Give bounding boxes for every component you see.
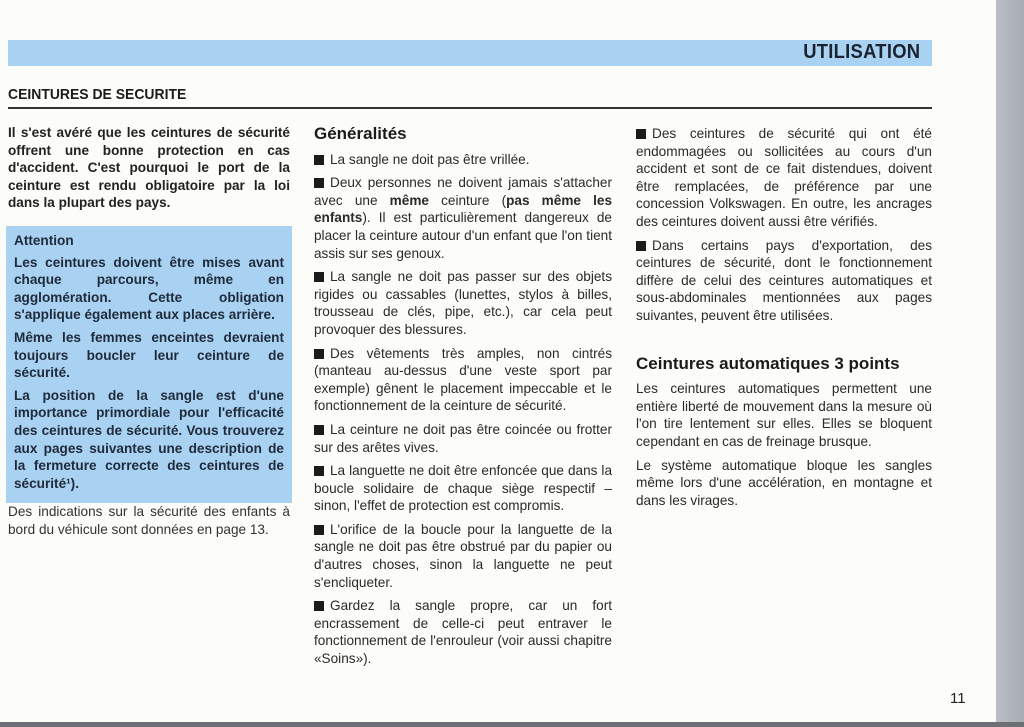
square-bullet-icon	[314, 525, 324, 535]
bullet-item	[314, 345, 612, 415]
heading-automatic-belts: Ceintures automatiques 3 points	[636, 353, 900, 373]
bullet-item	[636, 237, 932, 325]
bullet-text: La sangle ne doit pas passer sur des objets rigides ou cassables (lunettes, stylos à billes, trousseau de clés, pipe, etc.), car cela peut provoquer des blessures.	[314, 269, 612, 337]
page-edge-right	[996, 0, 1024, 727]
attention-box	[6, 226, 292, 503]
bold-text: pas même les enfants	[314, 192, 613, 226]
bullet-item	[314, 151, 612, 169]
bullet-text: Deux personnes ne doivent jamais s'attacher avec une	[314, 175, 612, 208]
bullet-text: ceinture (	[428, 192, 507, 208]
bullet-item	[314, 174, 612, 262]
square-bullet-icon	[314, 272, 324, 282]
children-safety-note: Des indications sur la sécurité des enfants à bord du véhicule sont données en page 13.	[8, 504, 290, 537]
section-rule	[8, 107, 932, 109]
bullet-text: ). Il est particulièrement dangereux de placer la ceinture autour d'un enfant que l'on tient assis sur ses genoux.	[314, 210, 612, 261]
page-number: 11	[950, 690, 966, 707]
column-left	[8, 124, 290, 544]
bullet-item	[314, 421, 612, 456]
paragraph: Les ceintures automatiques permettent une entière liberté de mouvement dans la mesure où l'on tire lentement sur elles. Elles se bloquent cependant en cas de freinage brusque.	[636, 381, 932, 449]
column-middle	[314, 125, 612, 674]
intro-paragraph: Il s'est avéré que les ceintures de sécurité offrent une bonne protection en cas d'accident. C'est pourquoi le port de la ceinture est rendu obligatoire par la loi dans la plupart des pays.	[8, 125, 290, 211]
paragraph: Le système automatique bloque les sangles même lors d'une accélération, en montagne et dans les virages.	[636, 457, 932, 508]
square-bullet-icon	[636, 129, 646, 139]
attention-title: Attention	[14, 232, 74, 248]
section-title: CEINTURES DE SECURITE	[8, 86, 187, 103]
square-bullet-icon	[314, 601, 324, 611]
bullet-item	[314, 462, 612, 515]
square-bullet-icon	[314, 349, 324, 359]
page-edge-bottom	[0, 722, 1024, 727]
square-bullet-icon	[314, 155, 324, 165]
square-bullet-icon	[314, 178, 324, 188]
attention-paragraph: Les ceintures doivent être mises avant chaque parcours, même en agglomération. Cette obligation s'applique également aux places arrière.	[14, 254, 284, 323]
chapter-title: UTILISATION	[802, 41, 920, 63]
square-bullet-icon	[314, 425, 324, 435]
bullet-item	[314, 521, 612, 591]
column-right	[636, 125, 932, 515]
bullet-text: La languette ne doit être enfoncée que dans la boucle solidaire de chaque siège respectif – sinon, l'effet de protection est compromis.	[314, 463, 612, 514]
bullet-text: La sangle ne doit pas être vrillée.	[330, 151, 530, 167]
heading-generalites: Généralités	[314, 124, 407, 143]
bullet-text: Des vêtements très amples, non cintrés (manteau au-dessus d'une veste sport par exemple) gênent le placement impeccable et le fonctionnement de la ceinture de sécurité.	[314, 345, 612, 414]
bold-text: même	[389, 192, 429, 208]
attention-paragraph: La position de la sangle est d'une importance primordiale pour l'efficacité des ceintures de sécurité. Vous trouverez aux pages suivantes une description de la fermeture correcte des ceintures de sécurité¹).	[14, 387, 284, 491]
bullet-text: Dans certains pays d'exportation, des ceintures de sécurité, dont le fonctionnement diffère de celui des ceintures automatiques et sous-abdominales mentionnées aux pages suivantes, peuvent être utilisées.	[636, 237, 932, 323]
bullet-text: L'orifice de la boucle pour la languette de la sangle ne doit pas être obstrué par du papier ou d'autres choses, sinon la languette ne peut s'encliqueter.	[314, 521, 612, 590]
bullet-text: La ceinture ne doit pas être coincée ou frotter sur des arêtes vives.	[314, 421, 612, 455]
bullet-text: Des ceintures de sécurité qui ont été endommagées ou sollicitées au cours d'un accident et sont de ce fait distendues, doivent être remplacées, de préférence par une concession Volkswagen. En outre, les ancrages des ceintures doivent aussi être vérifiés.	[636, 126, 932, 229]
bullet-text: Gardez la sangle propre, car un fort encrassement de celle-ci peut entraver le fonctionnement de l'enrouleur (voir aussi chapitre «Soins»).	[314, 598, 612, 667]
bullet-item	[636, 125, 932, 231]
chapter-banner	[8, 40, 932, 66]
bullet-item	[314, 268, 612, 338]
attention-paragraph: Même les femmes enceintes devraient toujours boucler leur ceinture de sécurité.	[14, 329, 284, 381]
bullet-item	[314, 597, 612, 667]
square-bullet-icon	[314, 466, 324, 476]
square-bullet-icon	[636, 241, 646, 251]
